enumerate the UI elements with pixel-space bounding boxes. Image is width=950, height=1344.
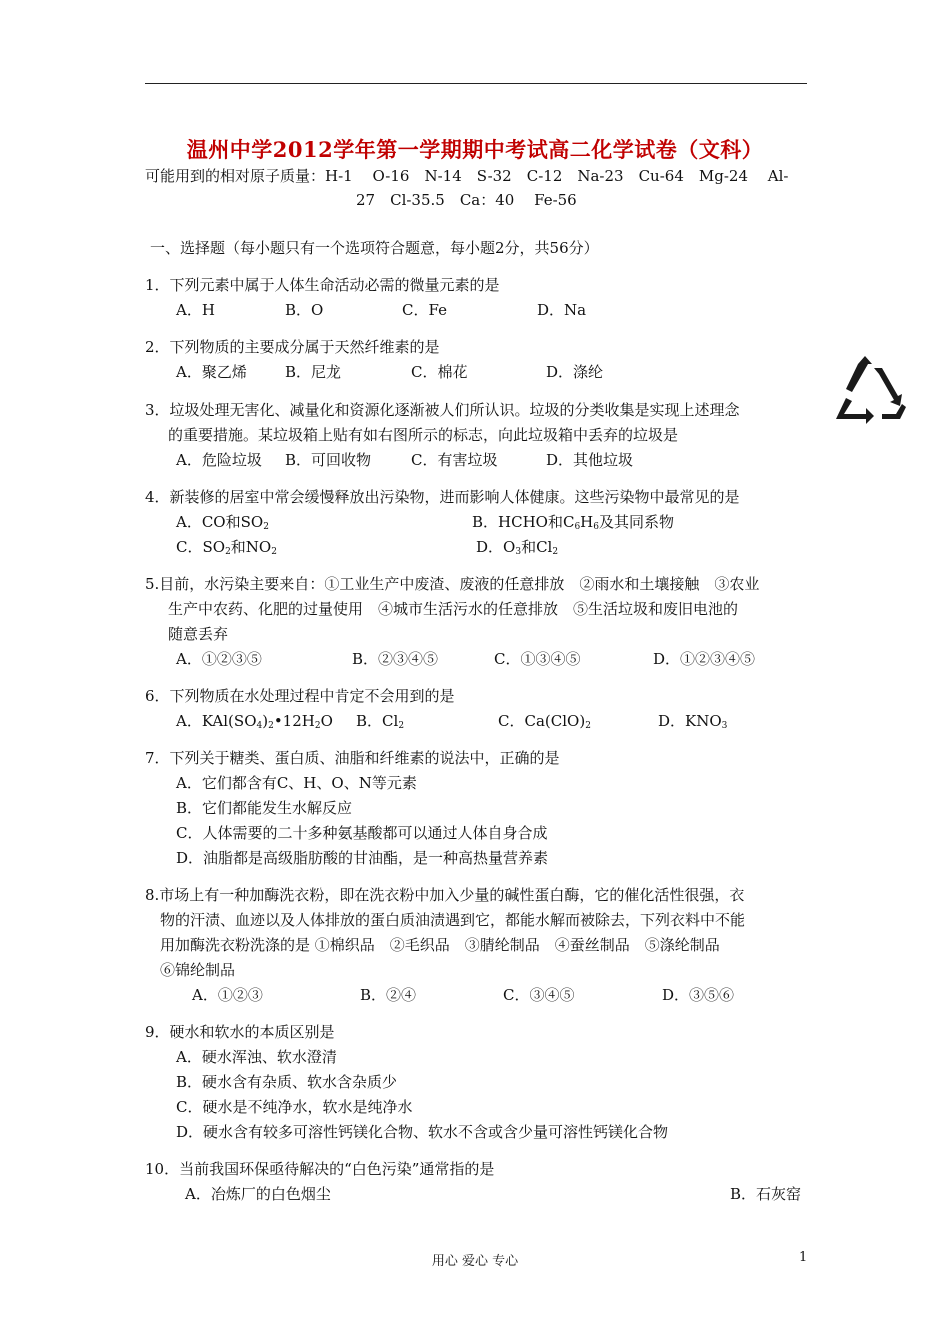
q8-stem-line-4: ⑥锦纶制品 bbox=[160, 961, 236, 979]
atomic-mass-line-2: 27 Cl-35.5 Ca：40 Fe-56 bbox=[356, 191, 577, 209]
q5-stem-line-3: 随意丢弃 bbox=[168, 625, 229, 643]
q2-stem: 2．下列物质的主要成分属于天然纤维素的是 bbox=[145, 338, 440, 356]
q5-option-b: B．②③④⑤ bbox=[352, 650, 439, 668]
q6-option-a: A．$KAl(SO_4)_2•12H_2O$ bbox=[176, 712, 333, 731]
q6-option-c: C．$Ca(ClO)_2$ bbox=[498, 712, 591, 731]
q5-option-a: A．①②③⑤ bbox=[176, 650, 262, 668]
header-rule bbox=[145, 83, 807, 84]
q10-option-b: B．石灰窑 bbox=[730, 1185, 802, 1203]
q5-option-c: C．①③④⑤ bbox=[494, 650, 581, 668]
q6-option-b: B．$Cl_2$ bbox=[356, 712, 405, 731]
q4-option-d: D．$O_3$和$Cl_2$ bbox=[476, 538, 559, 557]
q9-option-a: A．硬水浑浊、软水澄清 bbox=[176, 1048, 337, 1066]
q8-option-c: C．③④⑤ bbox=[503, 986, 575, 1004]
q4-option-a: A．CO和$SO_2$ bbox=[176, 513, 269, 532]
q1-option-c: C．Fe bbox=[402, 301, 447, 319]
q6-stem: 6．下列物质在水处理过程中肯定不会用到的是 bbox=[145, 687, 455, 705]
q9-option-c: C．硬水是不纯净水，软水是纯净水 bbox=[176, 1098, 413, 1116]
q3-option-a: A．危险垃圾 bbox=[176, 451, 262, 469]
q1-option-d: D．Na bbox=[537, 301, 587, 319]
q2-option-d: D．涤纶 bbox=[546, 363, 604, 381]
q5-option-d: D．①②③④⑤ bbox=[653, 650, 756, 668]
q4-stem: 4．新装修的居室中常会缓慢释放出污染物，进而影响人体健康。这些污染物中最常见的是 bbox=[145, 488, 740, 506]
q6-option-d: D．$KNO_3$ bbox=[658, 712, 728, 731]
q9-option-d: D．硬水含有较多可溶性钙镁化合物、软水不含或含少量可溶性钙镁化合物 bbox=[176, 1123, 669, 1141]
q3-stem-line-2: 的重要措施。某垃圾箱上贴有如右图所示的标志，向此垃圾箱中丢弃的垃圾是 bbox=[168, 426, 679, 444]
q9-option-b: B．硬水含有杂质、软水含杂质少 bbox=[176, 1073, 398, 1091]
q1-option-a: A．H bbox=[176, 301, 215, 319]
q7-stem: 7．下列关于糖类、蛋白质、油脂和纤维素的说法中，正确的是 bbox=[145, 749, 560, 767]
q9-stem: 9．硬水和软水的本质区别是 bbox=[145, 1023, 335, 1041]
section-heading: 一、选择题（每小题只有一个选项符合题意，每小题2分，共56分） bbox=[150, 239, 599, 257]
q5-stem-line-1: 5.目前，水污染主要来自：①工业生产中废渣、废液的任意排放 ②雨水和土壤接触 ③农业 bbox=[145, 575, 760, 593]
q3-option-b: B．可回收物 bbox=[285, 451, 372, 469]
q7-option-b: B．它们都能发生水解反应 bbox=[176, 799, 353, 817]
page-number: 1 bbox=[799, 1250, 808, 1265]
q8-option-d: D．③⑤⑥ bbox=[662, 986, 735, 1004]
q7-option-d: D．油脂都是高级脂肪酸的甘油酯，是一种高热量营养素 bbox=[176, 849, 549, 867]
q3-option-d: D．其他垃圾 bbox=[546, 451, 634, 469]
q1-option-b: B．O bbox=[285, 301, 324, 319]
atomic-mass-line-1: 可能用到的相对原子质量：H-1 O-16 N-14 S-32 C-12 Na-23 Cu-64 Mg-24 Al- bbox=[145, 167, 789, 185]
q8-stem-line-2: 物的汗渍、血迹以及人体排放的蛋白质油渍遇到它，都能水解而被除去，下列衣料中不能 bbox=[160, 911, 746, 929]
q3-option-c: C．有害垃圾 bbox=[411, 451, 498, 469]
q5-stem-line-2: 生产中农药、化肥的过量使用 ④城市生活污水的任意排放 ⑤生活垃圾和废旧电池的 bbox=[168, 600, 739, 618]
q7-option-c: C．人体需要的二十多种氨基酸都可以通过人体自身合成 bbox=[176, 824, 548, 842]
page-footer: 用心 爱心 专心 bbox=[431, 1254, 519, 1269]
q8-option-a: A．①②③ bbox=[192, 986, 263, 1004]
q10-stem: 10．当前我国环保亟待解决的“白色污染”通常指的是 bbox=[145, 1160, 495, 1178]
q8-stem-line-3: 用加酶洗衣粉洗涤的是 ①棉织品 ②毛织品 ③腈纶制品 ④蚕丝制品 ⑤涤纶制品 bbox=[160, 936, 720, 954]
exam-title: 温州中学2012学年第一学期期中考试高二化学试卷（文科） bbox=[186, 137, 764, 162]
recycle-symbol-icon bbox=[822, 352, 908, 432]
q8-stem-line-1: 8.市场上有一种加酶洗衣粉，即在洗衣粉中加入少量的碱性蛋白酶，它的催化活性很强，衣 bbox=[145, 886, 745, 904]
q10-option-a: A．冶炼厂的白色烟尘 bbox=[185, 1185, 331, 1203]
q4-option-c: C．$SO_2$和$NO_2$ bbox=[176, 538, 277, 557]
q7-option-a: A．它们都含有C、H、O、N等元素 bbox=[176, 774, 417, 792]
q2-option-a: A．聚乙烯 bbox=[176, 363, 247, 381]
q1-stem: 1．下列元素中属于人体生命活动必需的微量元素的是 bbox=[145, 276, 500, 294]
q8-option-b: B．②④ bbox=[360, 986, 417, 1004]
q2-option-b: B．尼龙 bbox=[285, 363, 342, 381]
q3-stem-line-1: 3．垃圾处理无害化、减量化和资源化逐渐被人们所认识。垃圾的分类收集是实现上述理念 bbox=[145, 401, 740, 419]
q4-option-b: B．HCHO和$C_6H_6$及其同系物 bbox=[472, 513, 675, 532]
q2-option-c: C．棉花 bbox=[411, 363, 468, 381]
